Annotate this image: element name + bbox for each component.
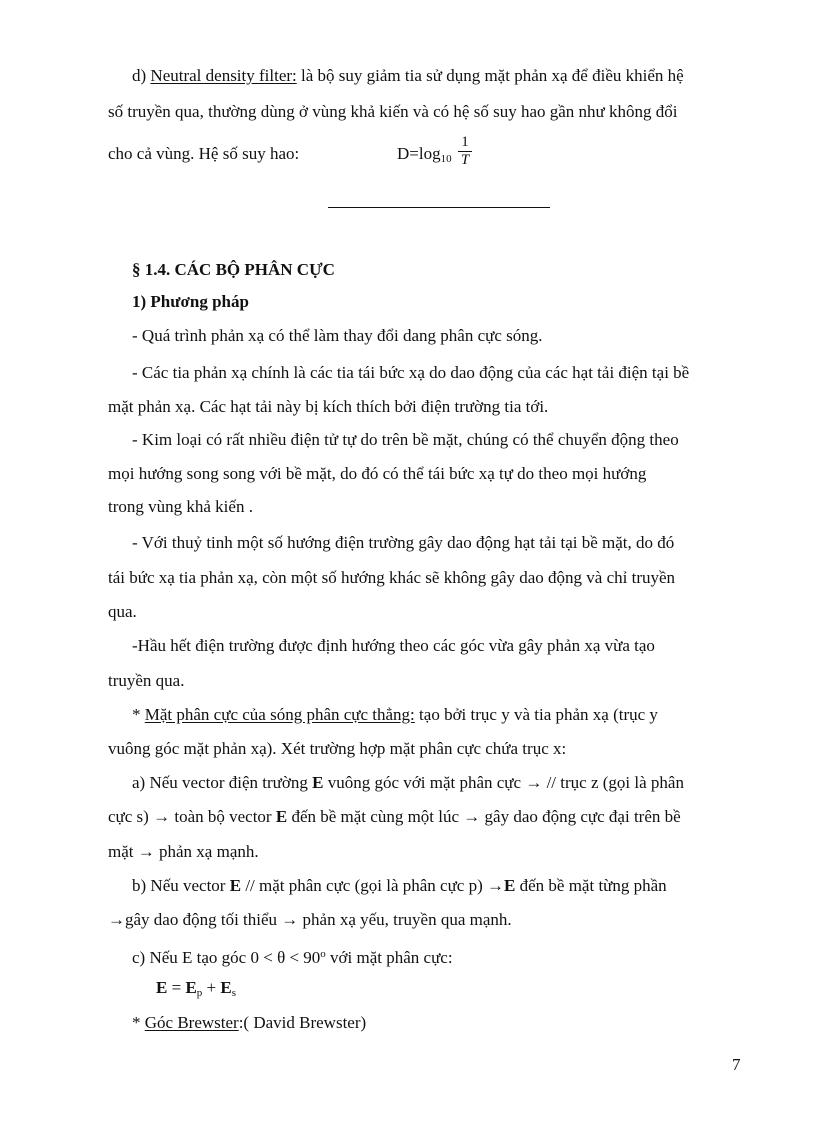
arrow-right-icon: → [525,773,543,792]
paragraph-line: - Quá trình phản xạ có thể làm thay đổi dang phân cực sóng. [132,326,543,345]
polarization-plane-line-2: vuông góc mặt phản xạ). Xét trường hợp mặt phân cực chứa trục x: [108,739,567,758]
paragraph-line: - Các tia phản xạ chính là các tia tái bức xạ do dao động của các hạt tải điện tại bề [132,363,690,382]
bullet-star: * [132,705,145,724]
paragraph-line: tái bức xạ tia phản xạ, còn một số hướng khác sẽ không gây dao động và chỉ truyền [108,568,676,587]
text-run: :( David Brewster) [238,1013,367,1032]
formula-log-base: 10 [440,153,452,165]
vector-sum-equation [156,977,236,1004]
text-run: tạo bởi trục y và tia phản xạ (trục y [414,705,658,724]
formula-fraction [458,134,472,169]
neutral-density-line-2: số truyền qua, thường dùng ở vùng khả kiến và có hệ số suy hao gần như không đổi [108,102,678,121]
fraction-denominator: T [460,152,470,168]
text-run: // trục z (gọi là phân [542,773,684,792]
attenuation-formula [397,143,452,170]
formula-lhs: D=log [397,144,441,163]
neutral-density-line-1 [132,65,684,87]
case-a-line-1 [132,772,684,794]
vector-e-s: E [220,978,232,997]
vector-e: E [229,876,242,895]
paragraph-line: -Hầu hết điện trường được định hướng theo các góc vừa gây phản xạ vừa tạo [132,636,655,655]
case-b-line-2 [108,909,512,931]
arrow-right-icon: → [137,842,155,861]
text-run: với mặt phân cực: [325,948,453,967]
section-title: § 1.4. CÁC BỘ PHÂN CỰC [132,260,335,279]
vector-e: E [504,876,516,895]
text-run: = [167,978,186,997]
brewster-angle-term: Góc Brewster [144,1013,239,1032]
vector-e: E [156,978,168,997]
text-run: vuông góc với mặt phân cực [323,773,526,792]
arrow-right-icon: → [153,807,171,826]
polarization-plane-term: Mặt phân cực của sóng phân cực thẳng: [144,705,415,724]
arrow-right-icon: → [487,876,505,895]
brewster-line [132,1012,366,1034]
paragraph-line: truyền qua. [108,671,185,690]
bullet-star: * [132,1013,145,1032]
case-b-line-1 [132,875,667,897]
arrow-right-icon: → [463,807,481,826]
paragraph-line: mọi hướng song song với bề mặt, do đó có thể tái bức xạ tự do theo mọi hướng [108,464,647,483]
fraction-numerator: 1 [458,134,472,152]
text-run: // mặt phân cực (gọi là phân cực p) [241,876,488,895]
subscript-p: p [196,987,203,999]
paragraph-line: - Với thuỷ tinh một số hướng điện trường gây dao động hạt tải tại bề mặt, do đó [132,533,675,552]
text-run: c) Nếu E tạo góc 0 < θ < 90 [132,948,321,967]
text-run: đến bề mặt cùng một lúc [287,807,464,826]
paragraph-line: - Kim loại có rất nhiều điện tử tự do trên bề mặt, chúng có thể chuyển động theo [132,430,679,449]
subscript-s: s [231,987,236,999]
paragraph-line: mặt phản xạ. Các hạt tải này bị kích thích bởi điện trường tia tới. [108,397,549,416]
text-run: cực s) [108,807,154,826]
case-a-line-2 [108,806,681,828]
polarization-plane-line-1 [132,704,658,726]
vector-e-p: E [185,978,197,997]
arrow-right-icon: → [108,910,125,929]
neutral-density-term: Neutral density filter: [150,66,297,85]
text-run: gây dao động tối thiểu [125,910,282,929]
degree-superscript: o [320,948,326,960]
arrow-right-icon: → [281,910,299,929]
text-run: gây dao động cực đại trên bề [480,807,681,826]
text-run: đến bề mặt từng phần [515,876,667,895]
vector-e: E [275,807,288,826]
text-run: phản xạ yếu, truyền qua mạnh. [298,910,512,929]
paragraph-line: trong vùng khả kiến . [108,497,253,516]
text-run: + [202,978,221,997]
item-label: d) [132,66,151,85]
vector-e: E [312,773,324,792]
text-run: a) Nếu vector điện trường [132,773,313,792]
neutral-density-line-3: cho cả vùng. Hệ số suy hao: [108,144,300,163]
section-separator [328,207,550,208]
case-c-line [132,943,453,969]
text-run: mặt [108,842,138,861]
case-a-line-3 [108,841,259,863]
text-run: là bộ suy giảm tia sử dụng mặt phản xạ để điều khiển hệ [296,66,684,85]
page-number: 7 [732,1055,741,1074]
paragraph-line: qua. [108,602,137,621]
text-run: toàn bộ vector [170,807,276,826]
section-subheading: 1) Phương pháp [132,292,249,311]
text-run: phản xạ mạnh. [154,842,259,861]
text-run: b) Nếu vector [132,876,230,895]
